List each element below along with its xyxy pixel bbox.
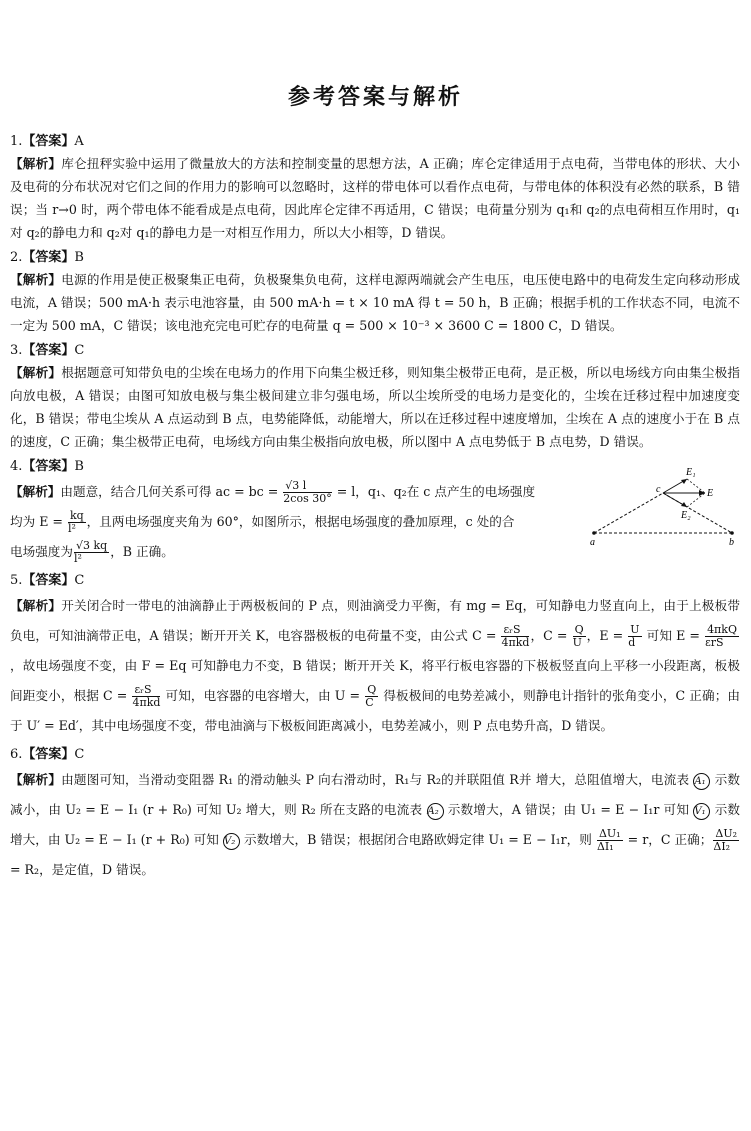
- answer-value: C: [74, 747, 85, 762]
- fraction-numerator: U: [630, 623, 640, 636]
- answer-sheet: [10, 132, 740, 889]
- fraction-numerator: εᵣS: [501, 624, 529, 637]
- fraction-denominator: 4πkd: [501, 636, 530, 649]
- fraction: [713, 828, 739, 853]
- parallelogram-edge: [687, 479, 705, 493]
- label-e: E: [707, 488, 714, 499]
- fraction-denominator: 2cos 30°: [283, 492, 332, 505]
- analysis-text: 根据题意可知带负电的尘埃在电场力的作用下向集尘极迁移，则知集尘极带正电荷，是正极，所以电场线方向由集尘极指向放电极，A 错误；由图可知放电极与集尘极间建立非匀强电场，所以尘埃所受的电场力是变化的，尘埃在迁移过程中加速度变化，B 错误；带电尘埃从 A 点运动到 B 点，电势能降低，动能增大，所以在迁移过程中速度增加，尘埃在 A 点的速度小于在 B 点的速度，C 正确；集尘极带正电荷，电场线方向由集尘极指向放电极，所以图中 A 点电势低于 B 点电势，D 错误。: [10, 365, 741, 449]
- question-2: [10, 248, 740, 337]
- fraction-denominator: l²: [73, 552, 82, 565]
- analysis-text: 示数增大，由 U₂ = E − I₁ (r + R₀) 可知: [10, 802, 740, 847]
- analysis-label: 【解析】: [10, 484, 61, 499]
- analysis-text: ，B 正确。: [110, 544, 174, 559]
- page-title: 参考答案与解析: [287, 84, 463, 110]
- arrowhead: [699, 490, 705, 496]
- analysis-label: 【解析】: [10, 598, 62, 613]
- analysis-text: 电源的作用是使正极聚集正电荷，负极聚集负电荷，这样电源两端就会产生电压，电压使电路中的电荷发生定向移动形成电流，A 错误；500 mA·h 表示电池容量，由 500 mA·h = t × 10 mA 得 t = 50 h，B 正确；根据手机的工作状态不同，电流不一定为 500 mA，C 错误；该电池充完电可贮存的电荷量 q = 500 × 10⁻³ × 3600 C = 1800 C，D 错误。: [10, 272, 741, 333]
- answer-label: 【答案】: [22, 747, 75, 762]
- analysis-text: 库仑扭秤实验中运用了微量放大的方法和控制变量的思想方法，A 正确；库仑定律适用于点电荷，当带电体的形状、大小及电荷的分布状况对它们之间的作用力的影响可以忽略时，这样的带电体可以看作点电荷，与带电体的体积没有必然的联系，B 错误；当 r→0 时，两个带电体不能看成是点电荷，因此库仑定律不再适用，C 错误；电荷量分别为 q₁和 q₂的点电荷相互作用时，q₁对 q₂的静电力和 q₂对 q₁的静电力是一对相互作用力，所以大小相等，D 错误。: [10, 156, 741, 240]
- question-6: [10, 745, 740, 885]
- question-number: 6.: [10, 747, 23, 762]
- answer-label: 【答案】: [22, 573, 75, 588]
- answer-value: A: [74, 134, 84, 149]
- analysis: [10, 361, 740, 453]
- fraction-numerator: √3 l: [283, 480, 331, 493]
- label-e2: E₂: [681, 510, 691, 521]
- analysis-label: 【解析】: [10, 156, 62, 171]
- analysis-text: ，E =: [586, 628, 628, 643]
- fraction: [283, 480, 331, 505]
- label-c: c: [656, 484, 661, 495]
- analysis-text: = l，q₁、q₂在 c 点产生的电场强度: [332, 484, 536, 499]
- analysis-text: 电场强度为: [10, 544, 73, 559]
- question-1: [10, 132, 740, 244]
- question-number: 3.: [10, 343, 23, 358]
- fraction-denominator: l²: [67, 522, 76, 535]
- ammeter-a1-icon: A₁: [693, 773, 710, 790]
- fraction: [132, 684, 160, 709]
- answer-value: B: [74, 250, 84, 265]
- point-a: [592, 531, 596, 535]
- answer-value: B: [74, 459, 84, 474]
- parallelogram-edge: [687, 493, 705, 507]
- ammeter-a2-icon: A₂: [427, 803, 444, 820]
- fraction-numerator: Q: [367, 683, 377, 696]
- analysis-text: ，C =: [530, 628, 572, 643]
- analysis-text: 示数减小，由 U₂ = E − I₁ (r + R₀) 可知 U₂ 增大，则 R₂ 所在支路的电流表: [10, 772, 740, 817]
- fraction-denominator: d: [628, 636, 636, 649]
- fraction: [365, 684, 378, 709]
- fraction-denominator: ΔI₁: [596, 840, 614, 853]
- analysis: [10, 477, 590, 567]
- analysis-text: ，故电场强度不变，由 F = Eq 可知静电力不变，B 错误；断开开关 K，将平行板电容器的下极板竖直向上平移一小段距离，板极间距变小，根据 C =: [10, 658, 740, 703]
- analysis-text: 可知 E =: [642, 628, 705, 643]
- answer-label: 【答案】: [22, 343, 75, 358]
- answer-label: 【答案】: [22, 134, 75, 149]
- fraction: [705, 624, 739, 649]
- analysis-label: 【解析】: [10, 772, 62, 787]
- fraction: [597, 828, 623, 853]
- analysis-label: 【解析】: [10, 272, 62, 287]
- analysis-text: ，且两电场强度夹角为 60°，如图所示，根据电场强度的叠加原理，c 处的合: [86, 514, 515, 529]
- analysis-text: 开关闭合时一带电的油滴静止于两极板间的 P 点，则油滴受力平衡，有 mg = Eq，可知静电力竖直向上，由于上极板带负电，可知油滴带正电，A 错误；断开开关 K，电容器极板的电荷量不变，由公式 C =: [10, 598, 741, 643]
- analysis-text: 可知，电容器的电容增大，由 U =: [161, 688, 365, 703]
- fraction-numerator: εᵣS: [132, 684, 160, 697]
- analysis: [10, 268, 740, 337]
- analysis-text: 示数增大，A 错误；由 U₁ = E − I₁r 可知: [443, 802, 694, 817]
- voltmeter-v1-icon: V₁: [693, 803, 710, 820]
- question-3: [10, 341, 740, 453]
- point-b: [730, 531, 734, 535]
- answer-line: [10, 341, 740, 361]
- answer-label: 【答案】: [22, 459, 75, 474]
- question-number: 4.: [10, 459, 23, 474]
- voltmeter-v2-icon: V₂: [223, 833, 240, 850]
- analysis: [10, 591, 740, 741]
- fraction-numerator: Q: [574, 623, 584, 636]
- analysis-text: 由题意，结合几何关系可得 ac = bc =: [60, 484, 283, 499]
- fraction: [501, 624, 529, 649]
- fraction-numerator: ΔU₁: [598, 827, 621, 840]
- fraction: [74, 540, 109, 565]
- fraction-numerator: ΔU₂: [715, 827, 737, 840]
- line-ac: [594, 493, 663, 533]
- answer-value: C: [74, 343, 85, 358]
- fraction-denominator: 4πkd: [132, 696, 161, 709]
- answer-line: [10, 571, 740, 591]
- question-number: 2.: [10, 250, 23, 265]
- analysis-text: 得板极间的电势差减小，则静电计指针的张角变小，C 正确；由于 U′ = Ed′，其中电场强度不变，带电油滴与下极板间距离减小，电势差减小，则 P 点电势升高，D 错误。: [10, 688, 740, 733]
- fraction-numerator: 4πkQ: [707, 623, 737, 636]
- question-number: 5.: [10, 573, 23, 588]
- fraction: [68, 510, 86, 535]
- answer-line: [10, 132, 740, 152]
- label-e1: E₁: [686, 467, 696, 478]
- analysis-label: 【解析】: [10, 365, 62, 380]
- answer-line: [10, 745, 740, 765]
- analysis: [10, 765, 740, 885]
- analysis-text: 由题图可知，当滑动变阻器 R₁ 的滑动触头 P 向右滑动时，R₁与 R₂的并联阻值 R并 增大，总阻值增大，电流表: [61, 772, 694, 787]
- fraction-denominator: U: [572, 636, 582, 649]
- answer-value: C: [74, 573, 85, 588]
- analysis: [10, 152, 740, 244]
- fraction-denominator: C: [365, 696, 374, 709]
- analysis-text: = r，C 正确；: [623, 832, 713, 847]
- fraction-denominator: ΔI₂: [713, 840, 731, 853]
- answer-label: 【答案】: [22, 250, 75, 265]
- fraction: [573, 624, 586, 649]
- question-5: [10, 571, 740, 741]
- analysis-text: 均为 E =: [10, 514, 67, 529]
- answer-line: [10, 248, 740, 268]
- label-b: b: [729, 537, 734, 548]
- fraction-numerator: √3 kq: [75, 539, 108, 552]
- label-a: a: [590, 537, 595, 548]
- analysis-text: = R₂，是定值，D 错误。: [10, 862, 154, 877]
- question-4: [10, 457, 740, 567]
- analysis-text: 示数增大，B 错误；根据闭合电路欧姆定律 U₁ = E − I₁r，则: [239, 832, 596, 847]
- question-number: 1.: [10, 134, 23, 149]
- fraction: [628, 624, 641, 649]
- field-superposition-diagram: [588, 463, 738, 553]
- fraction-numerator: kq: [69, 509, 84, 522]
- fraction-denominator: εrS: [705, 636, 724, 649]
